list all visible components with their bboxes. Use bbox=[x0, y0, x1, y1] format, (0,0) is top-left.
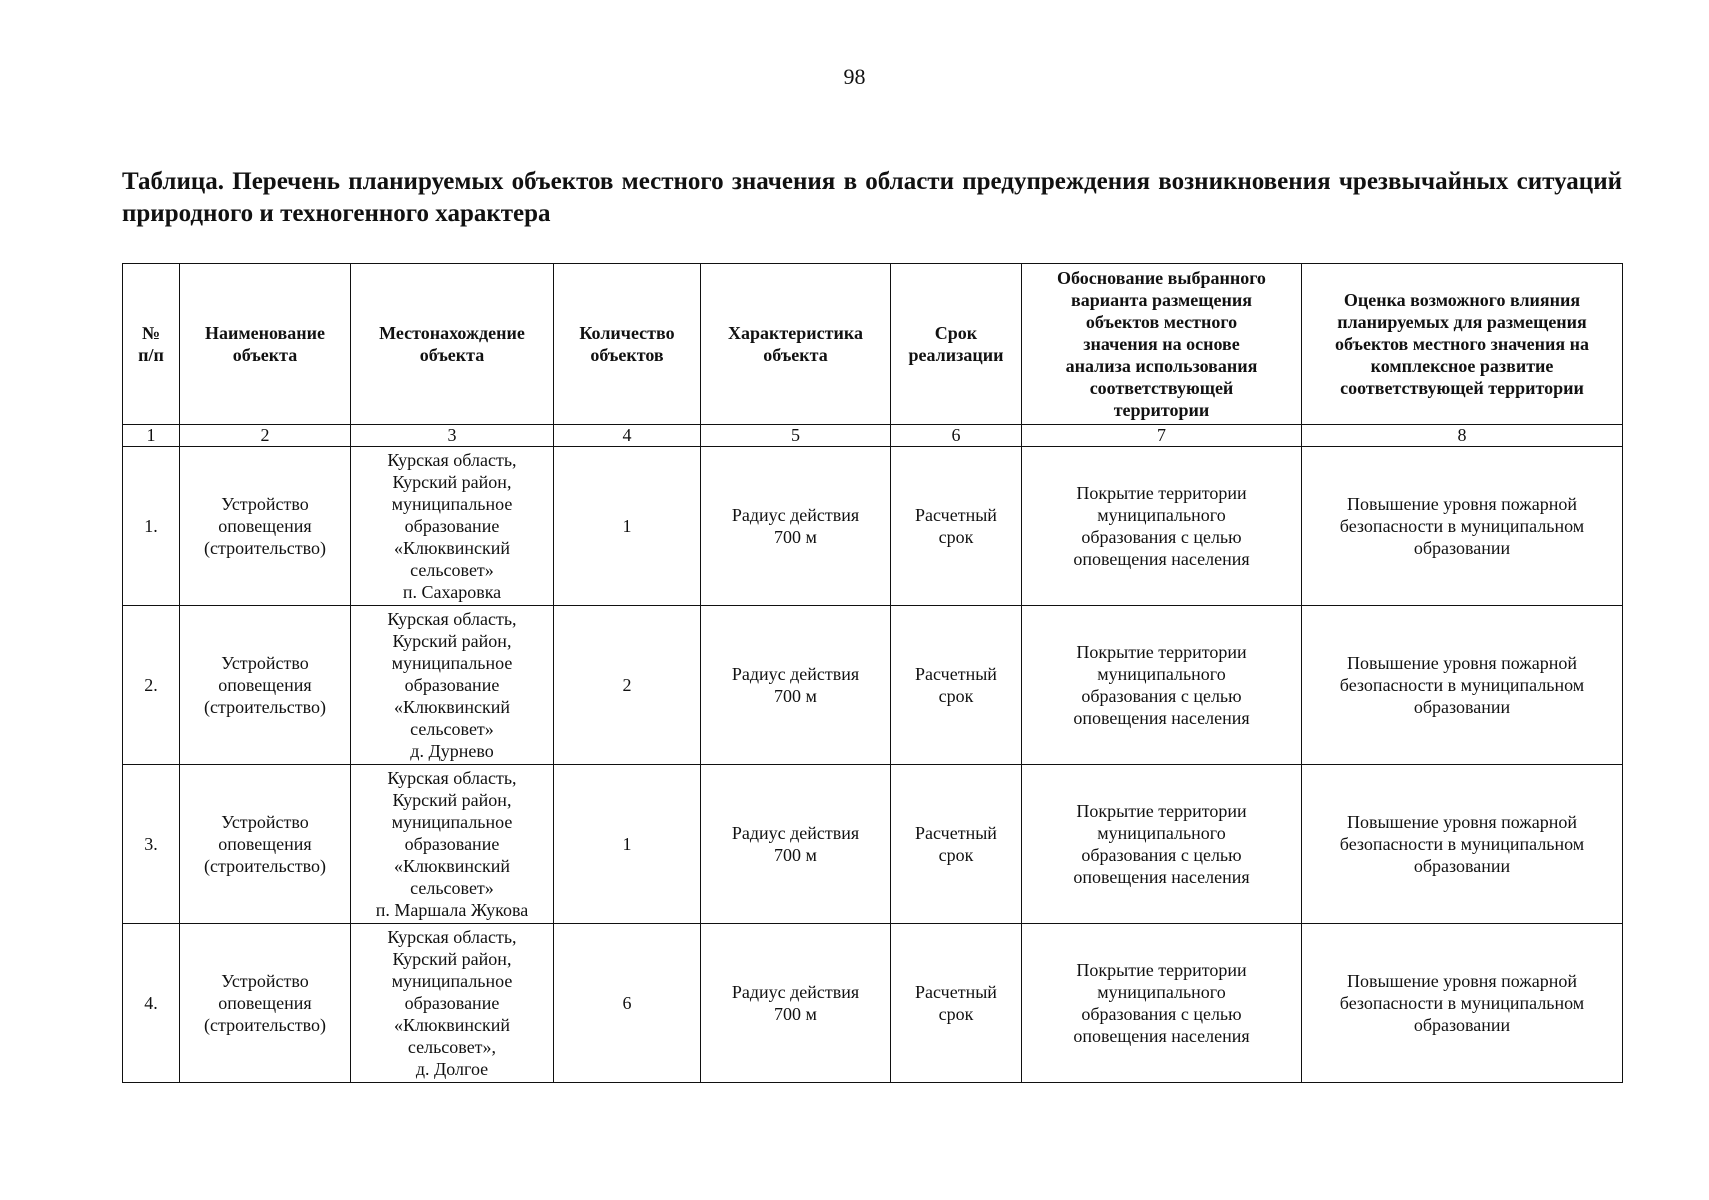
impact-assessment: Повышение уровня пожарной безопасности в муниципальном образовании bbox=[1302, 924, 1623, 1083]
object-characteristic: Радиус действия 700 м bbox=[701, 924, 891, 1083]
impact-assessment: Повышение уровня пожарной безопасности в муниципальном образовании bbox=[1302, 606, 1623, 765]
header-location: Местонахождение объекта bbox=[351, 264, 554, 425]
column-number: 4 bbox=[554, 425, 701, 447]
placement-justification: Покрытие территории муниципального образования с целью оповещения населения bbox=[1022, 765, 1302, 924]
header-assessment: Оценка возможного влияния планируемых для размещения объектов местного значения на комплексное развитие соответствующей территории bbox=[1302, 264, 1623, 425]
row-index: 4. bbox=[123, 924, 180, 1083]
column-number: 5 bbox=[701, 425, 891, 447]
objects-table bbox=[122, 263, 1623, 1083]
object-count: 1 bbox=[554, 447, 701, 606]
object-name: Устройство оповещения (строительство) bbox=[180, 765, 351, 924]
placement-justification: Покрытие территории муниципального образования с целью оповещения населения bbox=[1022, 606, 1302, 765]
object-location: Курская область, Курский район, муниципальное образование «Клюквинский сельсовет», д. Долгое bbox=[351, 924, 554, 1083]
implementation-term: Расчетный срок bbox=[891, 447, 1022, 606]
row-index: 3. bbox=[123, 765, 180, 924]
object-location: Курская область, Курский район, муниципальное образование «Клюквинский сельсовет» д. Дурнево bbox=[351, 606, 554, 765]
header-number: № п/п bbox=[123, 264, 180, 425]
row-index: 1. bbox=[123, 447, 180, 606]
object-characteristic: Радиус действия 700 м bbox=[701, 447, 891, 606]
column-number: 8 bbox=[1302, 425, 1623, 447]
object-location: Курская область, Курский район, муниципальное образование «Клюквинский сельсовет» п. Сахаровка bbox=[351, 447, 554, 606]
object-name: Устройство оповещения (строительство) bbox=[180, 924, 351, 1083]
document-title: Таблица. Перечень планируемых объектов местного значения в области предупреждения возникновения чрезвычайных ситуаций природного и техногенного характера bbox=[122, 168, 1622, 227]
object-count: 1 bbox=[554, 765, 701, 924]
object-characteristic: Радиус действия 700 м bbox=[701, 765, 891, 924]
object-name: Устройство оповещения (строительство) bbox=[180, 606, 351, 765]
impact-assessment: Повышение уровня пожарной безопасности в муниципальном образовании bbox=[1302, 765, 1623, 924]
column-number: 7 bbox=[1022, 425, 1302, 447]
object-count: 2 bbox=[554, 606, 701, 765]
implementation-term: Расчетный срок bbox=[891, 924, 1022, 1083]
placement-justification: Покрытие территории муниципального образования с целью оповещения населения bbox=[1022, 447, 1302, 606]
object-name: Устройство оповещения (строительство) bbox=[180, 447, 351, 606]
object-count: 6 bbox=[554, 924, 701, 1083]
column-number: 6 bbox=[891, 425, 1022, 447]
column-number: 1 bbox=[123, 425, 180, 447]
implementation-term: Расчетный срок bbox=[891, 606, 1022, 765]
placement-justification: Покрытие территории муниципального образования с целью оповещения населения bbox=[1022, 924, 1302, 1083]
header-count: Количество объектов bbox=[554, 264, 701, 425]
table-row bbox=[123, 606, 1623, 765]
impact-assessment: Повышение уровня пожарной безопасности в муниципальном образовании bbox=[1302, 447, 1623, 606]
implementation-term: Расчетный срок bbox=[891, 765, 1022, 924]
header-characteristic: Характеристика объекта bbox=[701, 264, 891, 425]
table-header-row bbox=[123, 264, 1623, 425]
table-row bbox=[123, 924, 1623, 1083]
object-location: Курская область, Курский район, муниципальное образование «Клюквинский сельсовет» п. Маршала Жукова bbox=[351, 765, 554, 924]
column-number: 3 bbox=[351, 425, 554, 447]
header-justification: Обоснование выбранного варианта размещения объектов местного значения на основе анализа использования соответствующей территории bbox=[1022, 264, 1302, 425]
table-row bbox=[123, 765, 1623, 924]
page-number: 98 bbox=[843, 64, 866, 89]
row-index: 2. bbox=[123, 606, 180, 765]
table-row bbox=[123, 447, 1623, 606]
column-number-row bbox=[123, 425, 1623, 447]
header-term: Срок реализации bbox=[891, 264, 1022, 425]
header-object-name: Наименование объекта bbox=[180, 264, 351, 425]
column-number: 2 bbox=[180, 425, 351, 447]
object-characteristic: Радиус действия 700 м bbox=[701, 606, 891, 765]
